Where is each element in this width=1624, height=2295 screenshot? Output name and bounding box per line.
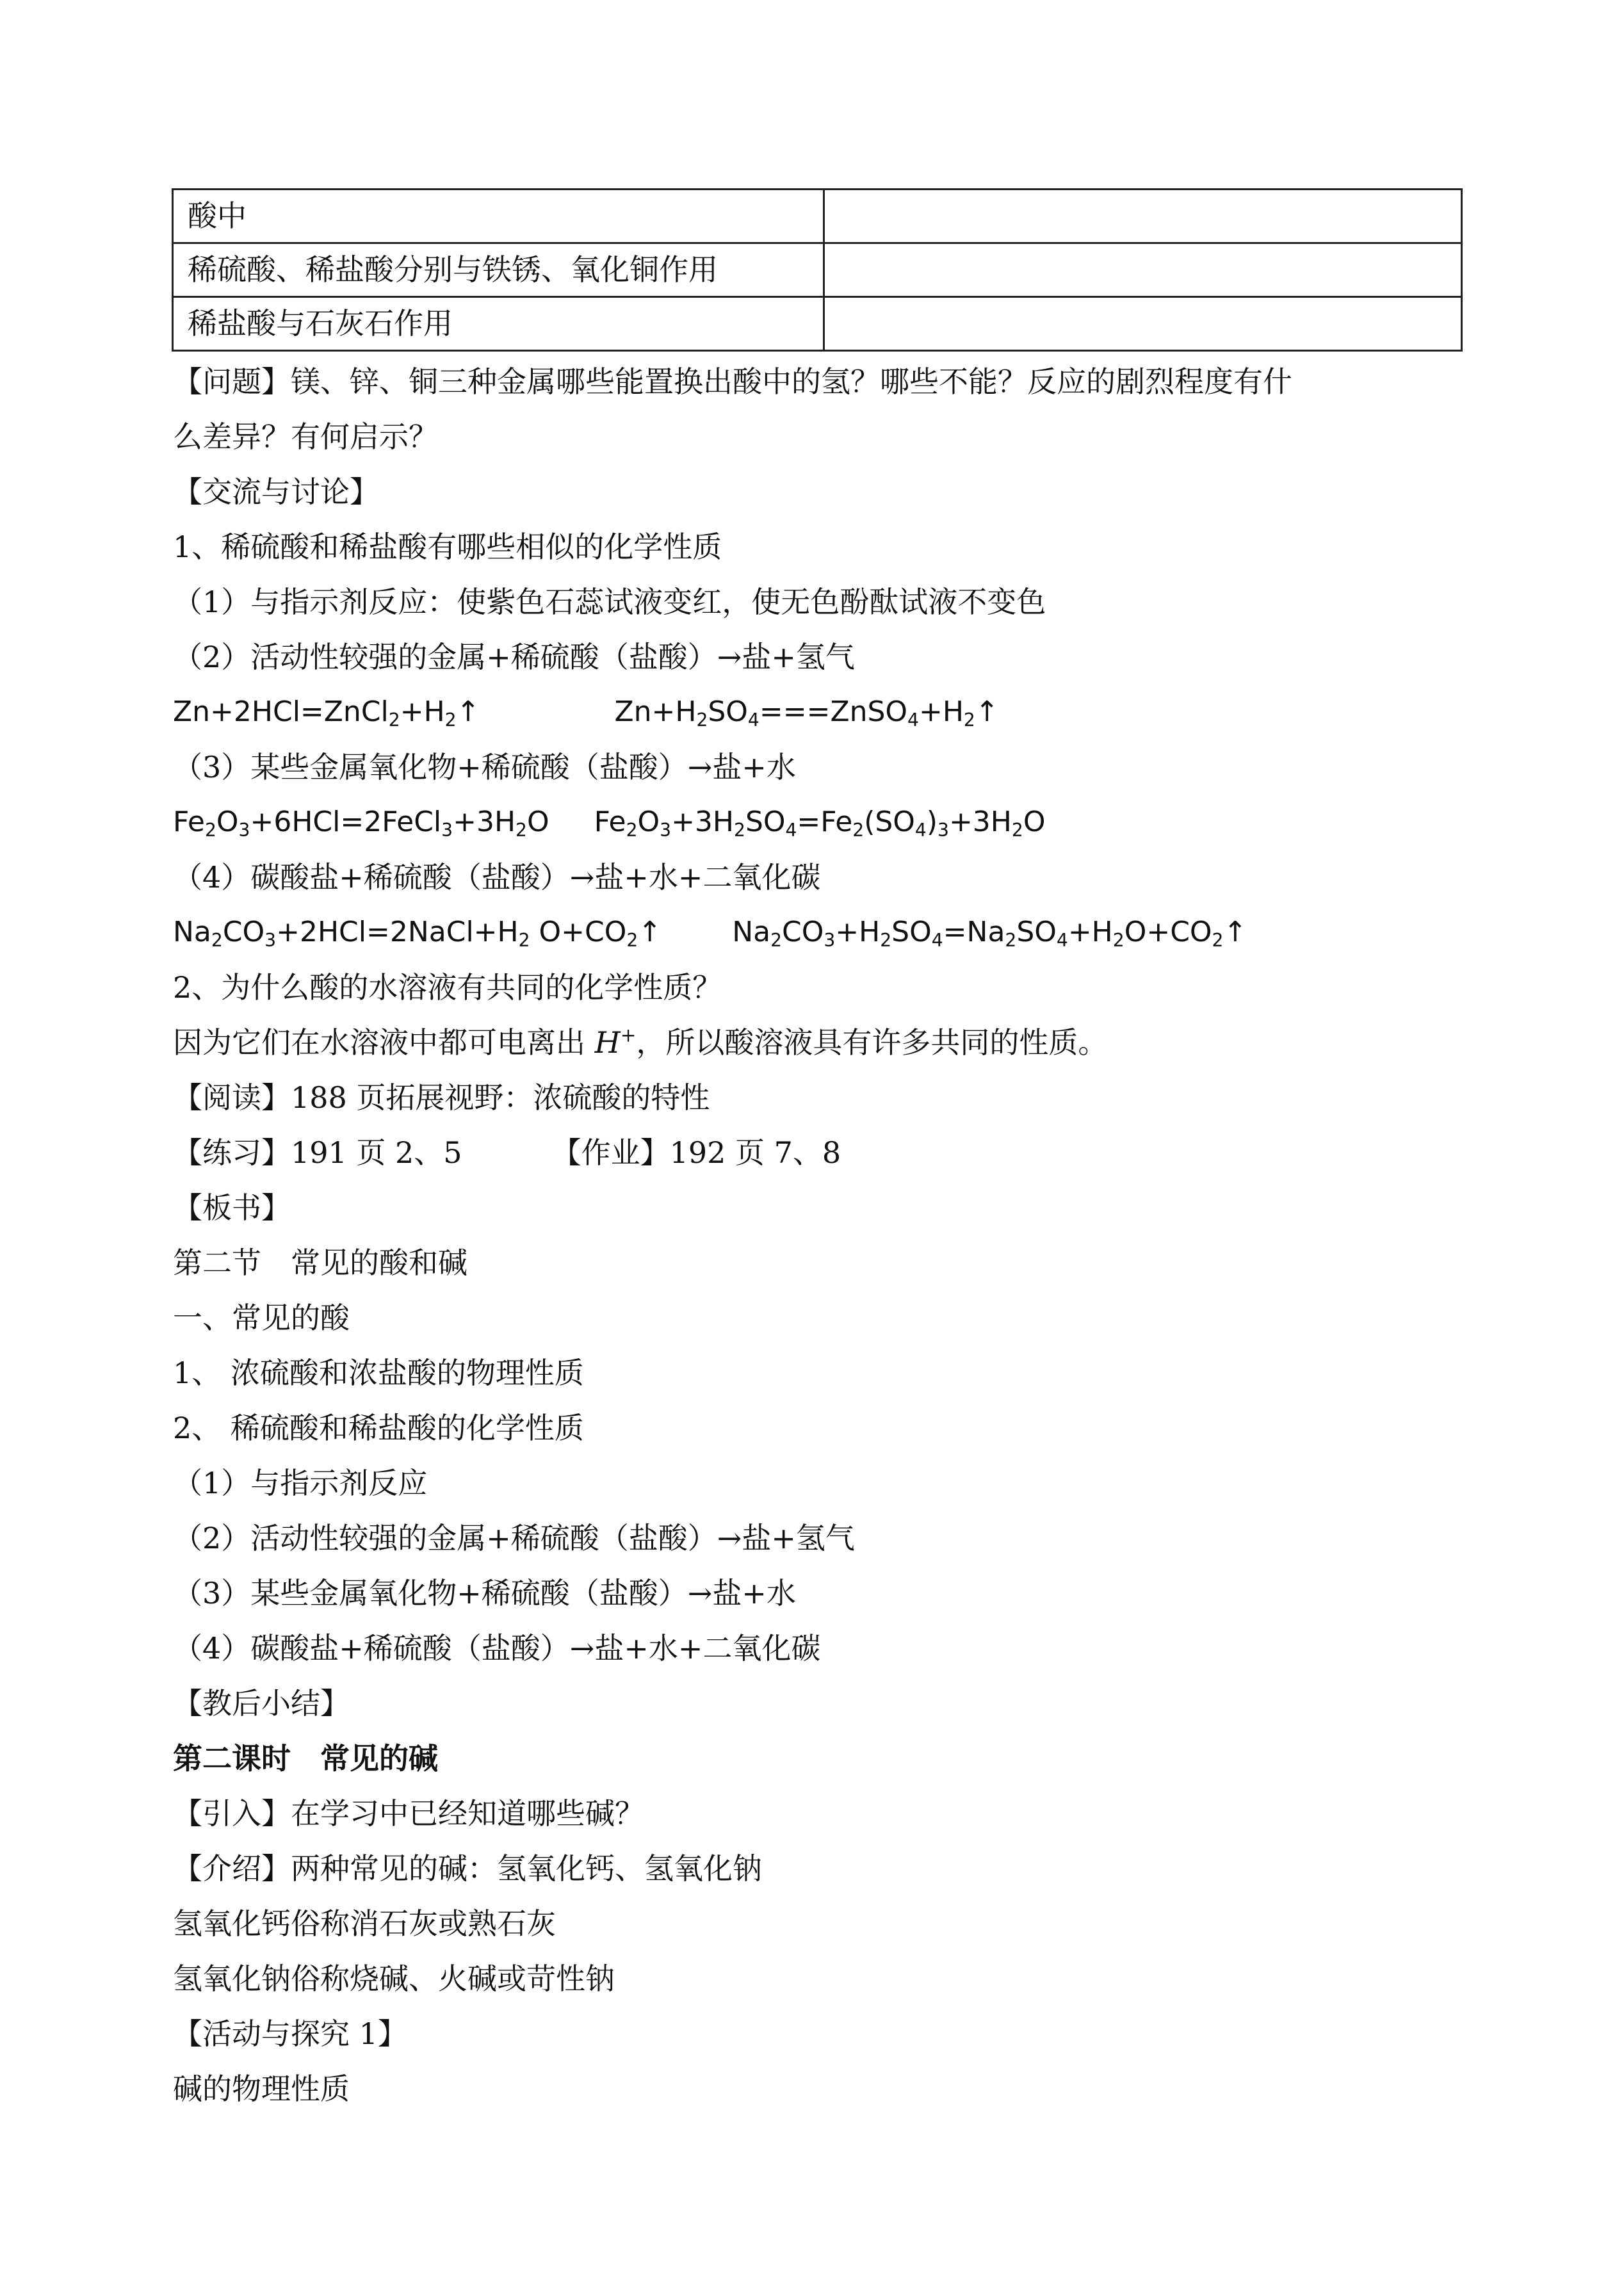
- calcium-hydroxide-line: 氢氧化钙俗称消石灰或熟石灰: [173, 1906, 556, 1941]
- practice-text: 【练习】191 页 2、5: [173, 1135, 462, 1170]
- table-cell: 酸中: [173, 190, 824, 243]
- activity-heading: 【活动与探究 1】: [173, 2016, 407, 2051]
- homework-text: 【作业】192 页 7、8: [551, 1135, 841, 1170]
- table-row: [173, 243, 1462, 297]
- board-item-4: （2）活动性较强的金属+稀硫酸（盐酸）→盐+氢气: [173, 1521, 855, 1555]
- exercise-line: [173, 1133, 841, 1172]
- property-3: （3）某些金属氧化物+稀硫酸（盐酸）→盐+水: [173, 750, 796, 784]
- discussion-heading: 【交流与讨论】: [173, 474, 379, 509]
- table-cell: 稀硫酸、稀盐酸分别与铁锈、氧化铜作用: [173, 243, 824, 297]
- sodium-hydroxide-line: 氢氧化钠俗称烧碱、火碱或苛性钠: [173, 1961, 615, 1996]
- equation-line-zinc: $Zn+2HCl=ZnCl_2+H_2↑$ $Zn+H_2SO_4===ZnSO_4+H_2↑$: [173, 695, 999, 731]
- board-item-5: （3）某些金属氧化物+稀硫酸（盐酸）→盐+水: [173, 1576, 796, 1610]
- table-cell: [824, 190, 1462, 243]
- answer-line: [173, 1023, 1107, 1062]
- ion-charge: +: [620, 1024, 637, 1046]
- answer-suffix: ，所以酸溶液具有许多共同的性质。: [636, 1025, 1108, 1060]
- introduce-line: 【介绍】两种常见的碱：氢氧化钙、氢氧化钠: [173, 1851, 762, 1886]
- equation-line-iron-oxide: $Fe_2O_3+6HCl=2FeCl_3+3H_2O$ $Fe_2O_3+3H_2SO_4=Fe_2(SO_4)_3+3H_2O$: [173, 806, 1046, 841]
- question-line: 么差异？有何启示？: [173, 419, 438, 454]
- section-title: 第二节 常见的酸和碱: [173, 1245, 467, 1280]
- intro-line: 【引入】在学习中已经知道哪些碱？: [173, 1796, 644, 1831]
- board-item-1: 1、 浓硫酸和浓盐酸的物理性质: [173, 1356, 584, 1390]
- hydrogen-ion: H: [594, 1025, 621, 1060]
- board-item-3: （1）与指示剂反应: [173, 1466, 428, 1500]
- subsection-acid: 一、常见的酸: [173, 1301, 350, 1335]
- property-2: （2）活动性较强的金属+稀硫酸（盐酸）→盐+氢气: [173, 640, 855, 674]
- summary-heading: 【教后小结】: [173, 1686, 350, 1721]
- reading-line: 【阅读】188 页拓展视野：浓硫酸的特性: [173, 1080, 710, 1115]
- table-row: [173, 190, 1462, 243]
- lesson-2-title: 第二课时 常见的碱: [173, 1741, 438, 1776]
- experiment-table: [172, 188, 1463, 352]
- discussion-question-2: 2、为什么酸的水溶液有共同的化学性质？: [173, 970, 722, 1005]
- board-item-2: 2、 稀硫酸和稀盐酸的化学性质: [173, 1411, 584, 1445]
- board-item-6: （4）碳酸盐+稀硫酸（盐酸）→盐+水+二氧化碳: [173, 1631, 821, 1666]
- property-1: （1）与指示剂反应：使紫色石蕊试液变红，使无色酚酞试液不变色: [173, 585, 1046, 619]
- physical-properties-line: 碱的物理性质: [173, 2072, 350, 2106]
- board-heading: 【板书】: [173, 1190, 291, 1225]
- equation-line-carbonate: $Na_2CO_3+2HCl=2NaCl+H_2$ $O+CO_2↑$ $Na_2CO_3+H_2SO_4=Na_2SO_4+H_2O+CO_2↑$: [173, 916, 1247, 951]
- table-cell: [824, 297, 1462, 351]
- discussion-question-1: 1、稀硫酸和稀盐酸有哪些相似的化学性质: [173, 530, 722, 564]
- answer-prefix: 因为它们在水溶液中都可电离出: [173, 1025, 595, 1060]
- table-row: [173, 297, 1462, 351]
- property-4: （4）碳酸盐+稀硫酸（盐酸）→盐+水+二氧化碳: [173, 860, 821, 895]
- question-line: 【问题】镁、锌、铜三种金属哪些能置换出酸中的氢？哪些不能？反应的剧烈程度有什: [173, 364, 1292, 399]
- table-cell: 稀盐酸与石灰石作用: [173, 297, 824, 351]
- table-cell: [824, 243, 1462, 297]
